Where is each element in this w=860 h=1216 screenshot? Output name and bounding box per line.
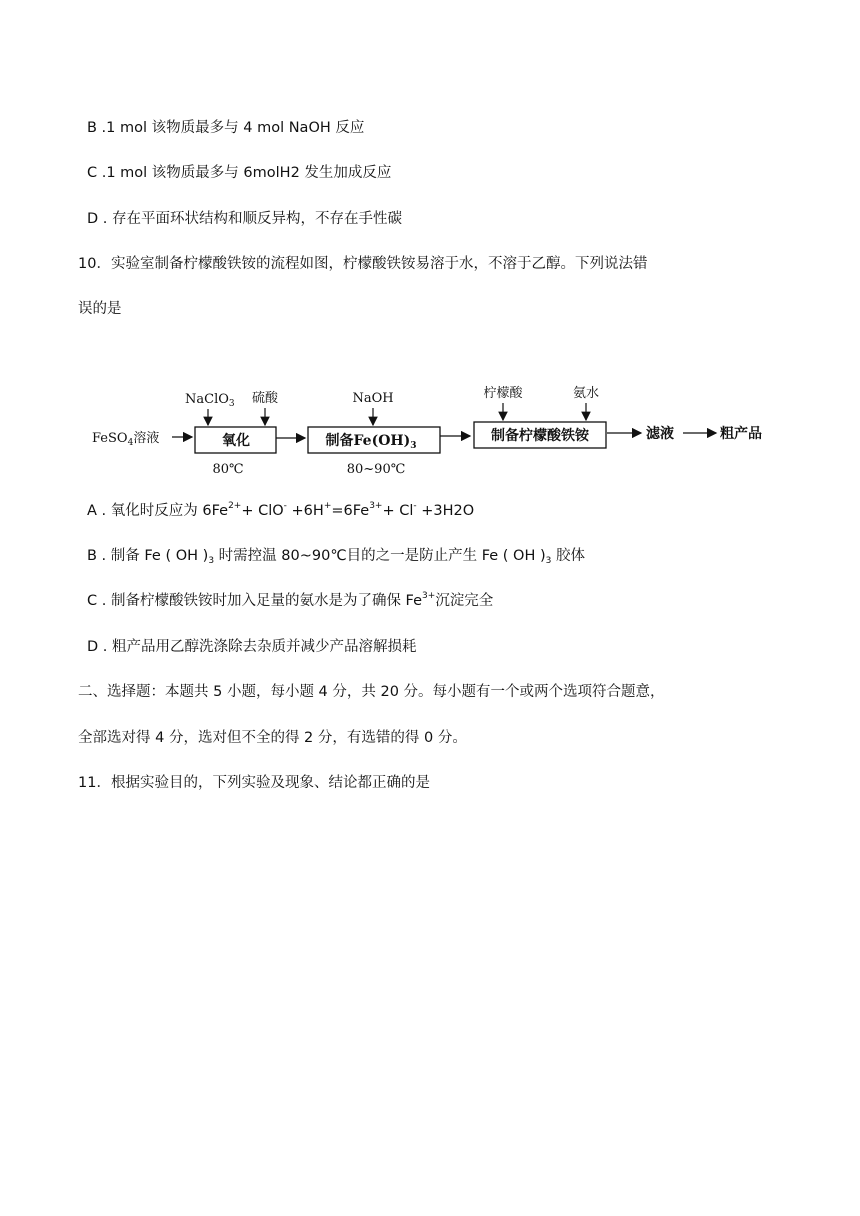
filtrate-label: 滤液: [646, 426, 674, 442]
box-oxidation-label: 氧化: [222, 433, 250, 449]
reagent-naoh-label: NaOH: [352, 391, 394, 406]
question-10-stem-line1: 10．实验室制备柠檬酸铁铵的流程如图，柠檬酸铁铵易溶于水，不溶于乙醇。下列说法错: [78, 256, 648, 272]
option-10b: B . 制备 Fe ( OH )$_3$ 时需控温 80~90℃目的之一是防止产生 Fe ( OH )$_3$ 胶体: [87, 548, 585, 566]
start-material-label: FeSO$_4$溶液: [92, 431, 160, 448]
flow-diagram: [0, 370, 860, 480]
question-10-stem-line2: 误的是: [78, 301, 122, 317]
option-10d: D . 粗产品用乙醇洗涤除去杂质并减少产品溶解损耗: [87, 639, 417, 655]
question-11-stem: 11．根据实验目的，下列实验及现象、结论都正确的是: [78, 775, 430, 791]
reagent-ammonia-label: 氨水: [572, 386, 600, 401]
crude-product-label: 粗产品: [720, 426, 762, 442]
option-9c: C .1 mol 该物质最多与 6molH2 发生加成反应: [87, 165, 392, 181]
option-10a: A . 氧化时反应为 $6Fe^{2+}+ ClO^- +6H^+=6Fe^{3+}+ Cl^- +3H2O$: [87, 501, 475, 519]
section-2-heading-line2: 全部选对得 4 分，选对但不全的得 2 分，有选错的得 0 分。: [78, 730, 467, 746]
box-prepare-ammonium-ferric-citrate-label: 制备柠檬酸铁铵: [491, 428, 589, 444]
section-2-heading-line1: 二、选择题：本题共 5 小题，每小题 4 分，共 20 分。每小题有一个或两个选项符合题意，: [78, 684, 665, 700]
reagent-citric-acid-label: 柠檬酸: [483, 386, 523, 401]
option-10c: C . 制备柠檬酸铁铵时加入足量的氨水是为了确保 $Fe^{3+}$沉淀完全: [87, 591, 494, 609]
reagent-naclo3-label: NaClO$_3$: [185, 392, 235, 409]
option-9d: D . 存在平面环状结构和顺反异构，不存在手性碳: [87, 211, 402, 227]
reagent-sulfuric-acid-label: 硫酸: [252, 391, 279, 406]
temp-1-label: 80℃: [212, 462, 244, 477]
option-9b: B .1 mol 该物质最多与 4 mol NaOH 反应: [87, 120, 365, 136]
temp-2-label: 80~90℃: [346, 462, 406, 477]
box-prepare-feoh3-label: 制备$Fe(OH)_3$: [325, 433, 417, 451]
